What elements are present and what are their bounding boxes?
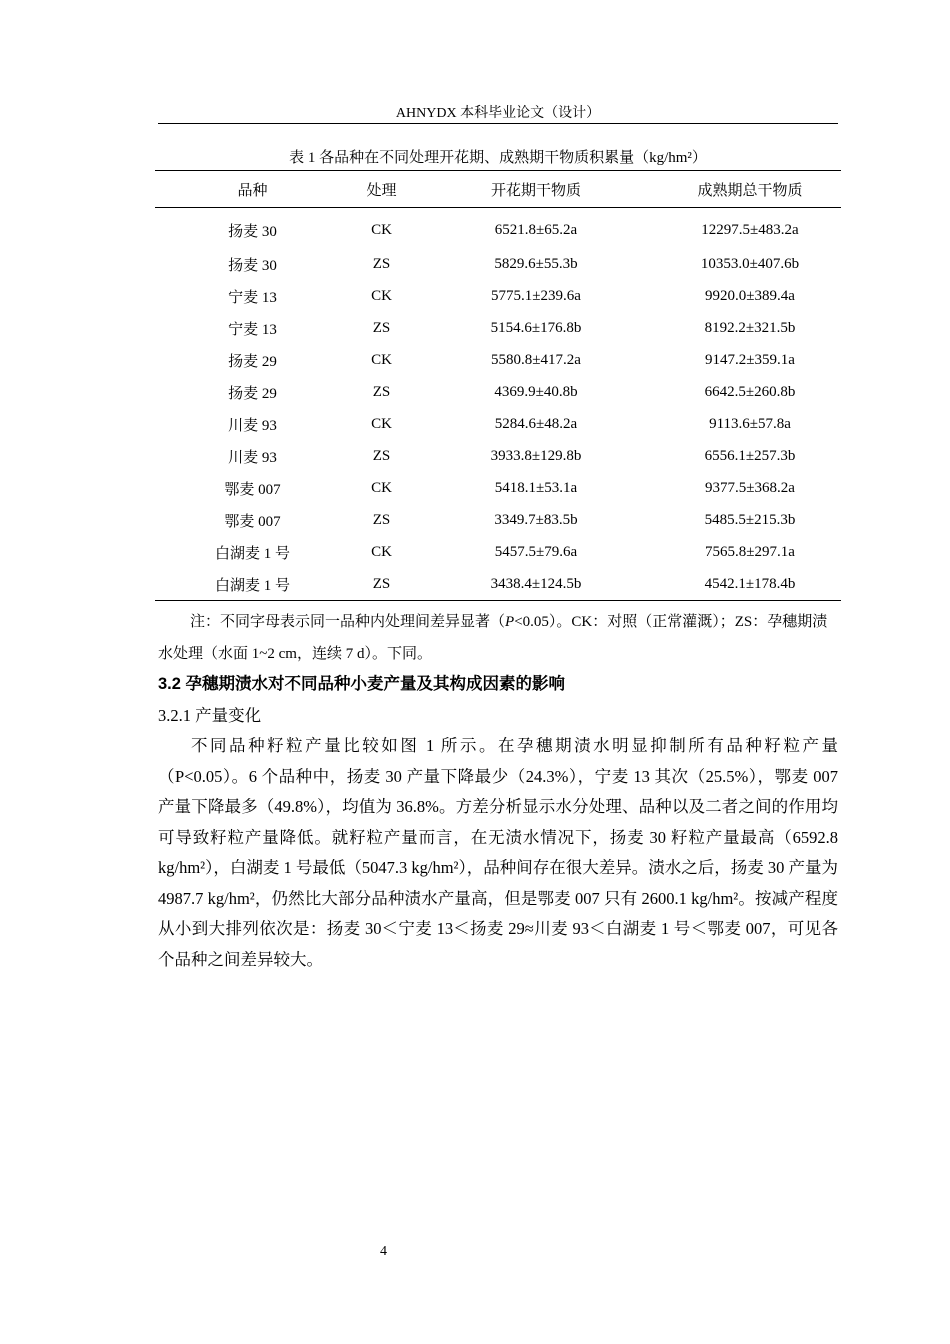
cell-variety: 扬麦 29 — [228, 385, 277, 402]
cell-variety: 宁麦 13 — [228, 289, 277, 306]
table-row — [155, 408, 841, 440]
table-caption: 表 1 各品种在不同处理开花期、成熟期干物质积累量（kg/hm²） — [289, 150, 707, 166]
cell-anthesis: 5829.6±55.3b — [494, 255, 578, 272]
column-header-treatment: 处理 — [350, 171, 413, 208]
cell-treatment: CK — [371, 221, 392, 238]
cell-maturity: 7565.8±297.1a — [705, 543, 795, 560]
table-note — [158, 606, 838, 670]
cell-anthesis: 5775.1±239.6a — [491, 287, 581, 304]
cell-anthesis: 5154.6±176.8b — [490, 319, 582, 336]
page-number: 4 — [380, 1244, 387, 1259]
cell-maturity: 9377.5±368.2a — [705, 479, 795, 496]
table-row — [155, 472, 841, 504]
column-header-maturity: 成熟期总干物质 — [659, 171, 841, 208]
column-header-variety: 品种 — [155, 171, 350, 208]
cell-anthesis: 3438.4±124.5b — [413, 568, 659, 601]
cell-treatment: CK — [371, 543, 392, 560]
note-p-symbol: P — [505, 614, 515, 630]
header-rule — [158, 123, 838, 124]
cell-treatment: CK — [371, 479, 392, 496]
table-body — [155, 208, 841, 601]
cell-variety: 扬麦 30 — [228, 257, 277, 274]
cell-variety: 扬麦 29 — [228, 353, 277, 370]
cell-maturity: 9113.6±57.8a — [709, 415, 791, 432]
cell-variety: 白湖麦 1 号 — [155, 568, 350, 601]
body-paragraph: 不同品种籽粒产量比较如图 1 所示。在孕穗期渍水明显抑制所有品种籽粒产量（P<0.05）。6 个品种中，扬麦 30 产量下降最少（24.3%），宁麦 13 其次（25.5%），鄂麦 007 产量下降最多（49.8%），均值为 36.8%。方差分析显示水分处理、品种以及二者之间的作用均可导致籽粒产量降低。就籽粒产量而言，在无渍水情况下，扬麦 30 籽粒产量最高（6592.8 kg/hm²），白湖麦 1 号最低（5047.3 kg/hm²），品种间存在很大差异。渍水之后，扬麦 30 产量为 4987.7 kg/hm²，仍然比大部分品种渍水产量高，但是鄂麦 007 只有 2600.1 kg/hm²。按减产程度从小到大排列依次是：扬麦 30＜宁麦 13＜扬麦 29≈川麦 93＜白湖麦 1 号＜鄂麦 007，可见各个品种之间差异较大。 — [158, 736, 838, 969]
cell-treatment: ZS — [350, 568, 413, 601]
cell-maturity: 8192.2±321.5b — [704, 319, 796, 336]
table-row — [155, 344, 841, 376]
cell-treatment: ZS — [372, 255, 391, 272]
cell-treatment: CK — [371, 287, 392, 304]
cell-maturity: 10353.0±407.6b — [700, 255, 800, 272]
cell-maturity: 4542.1±178.4b — [659, 568, 841, 601]
cell-anthesis: 5580.8±417.2a — [491, 351, 581, 368]
cell-treatment: CK — [371, 415, 392, 432]
table-row — [155, 376, 841, 408]
cell-maturity: 12297.5±483.2a — [701, 221, 799, 238]
note-prefix: 注：不同字母表示同一品种内处理间差异显著（ — [190, 614, 506, 630]
table-row — [155, 504, 841, 536]
cell-anthesis: 3933.8±129.8b — [490, 447, 582, 464]
cell-maturity: 6556.1±257.3b — [704, 447, 796, 464]
table-row — [155, 440, 841, 472]
cell-variety: 白湖麦 1 号 — [214, 545, 290, 562]
page-header: AHNYDX 本科毕业论文（设计） — [395, 106, 601, 121]
cell-variety: 扬麦 30 — [228, 223, 277, 240]
note-suffix: <0.05）。CK：对照（正常灌溉）；ZS：孕穗期渍水处理（水面 1~2 cm，连续 7 d）。下同。 — [158, 614, 828, 662]
section-heading: 3.2 孕穗期渍水对不同品种小麦产量及其构成因素的影响 — [158, 675, 566, 693]
cell-variety: 川麦 93 — [228, 449, 277, 466]
table-row — [155, 208, 841, 249]
table-row — [155, 568, 841, 601]
cell-maturity: 6642.5±260.8b — [704, 383, 796, 400]
cell-treatment: ZS — [372, 511, 391, 528]
table-row — [155, 536, 841, 568]
cell-treatment: ZS — [372, 447, 391, 464]
cell-treatment: CK — [371, 351, 392, 368]
subsection-heading: 3.2.1 产量变化 — [158, 706, 262, 725]
cell-anthesis: 5457.5±79.6a — [494, 543, 578, 560]
cell-variety: 鄂麦 007 — [224, 481, 281, 498]
table-header-row — [155, 171, 841, 208]
cell-maturity: 9920.0±389.4a — [705, 287, 795, 304]
cell-anthesis: 5284.6±48.2a — [494, 415, 578, 432]
cell-variety: 川麦 93 — [228, 417, 277, 434]
table-row — [155, 248, 841, 280]
cell-anthesis: 3349.7±83.5b — [494, 511, 578, 528]
cell-variety: 宁麦 13 — [228, 321, 277, 338]
cell-treatment: ZS — [372, 319, 391, 336]
table-row — [155, 280, 841, 312]
cell-maturity: 5485.5±215.3b — [704, 511, 796, 528]
cell-maturity: 9147.2±359.1a — [705, 351, 795, 368]
table-row — [155, 312, 841, 344]
cell-variety: 鄂麦 007 — [224, 513, 281, 530]
cell-treatment: ZS — [372, 383, 391, 400]
cell-anthesis: 4369.9±40.8b — [494, 383, 578, 400]
column-header-anthesis: 开花期干物质 — [413, 171, 659, 208]
dry-matter-table — [155, 170, 841, 601]
cell-anthesis: 5418.1±53.1a — [494, 479, 578, 496]
cell-anthesis: 6521.8±65.2a — [494, 221, 578, 238]
